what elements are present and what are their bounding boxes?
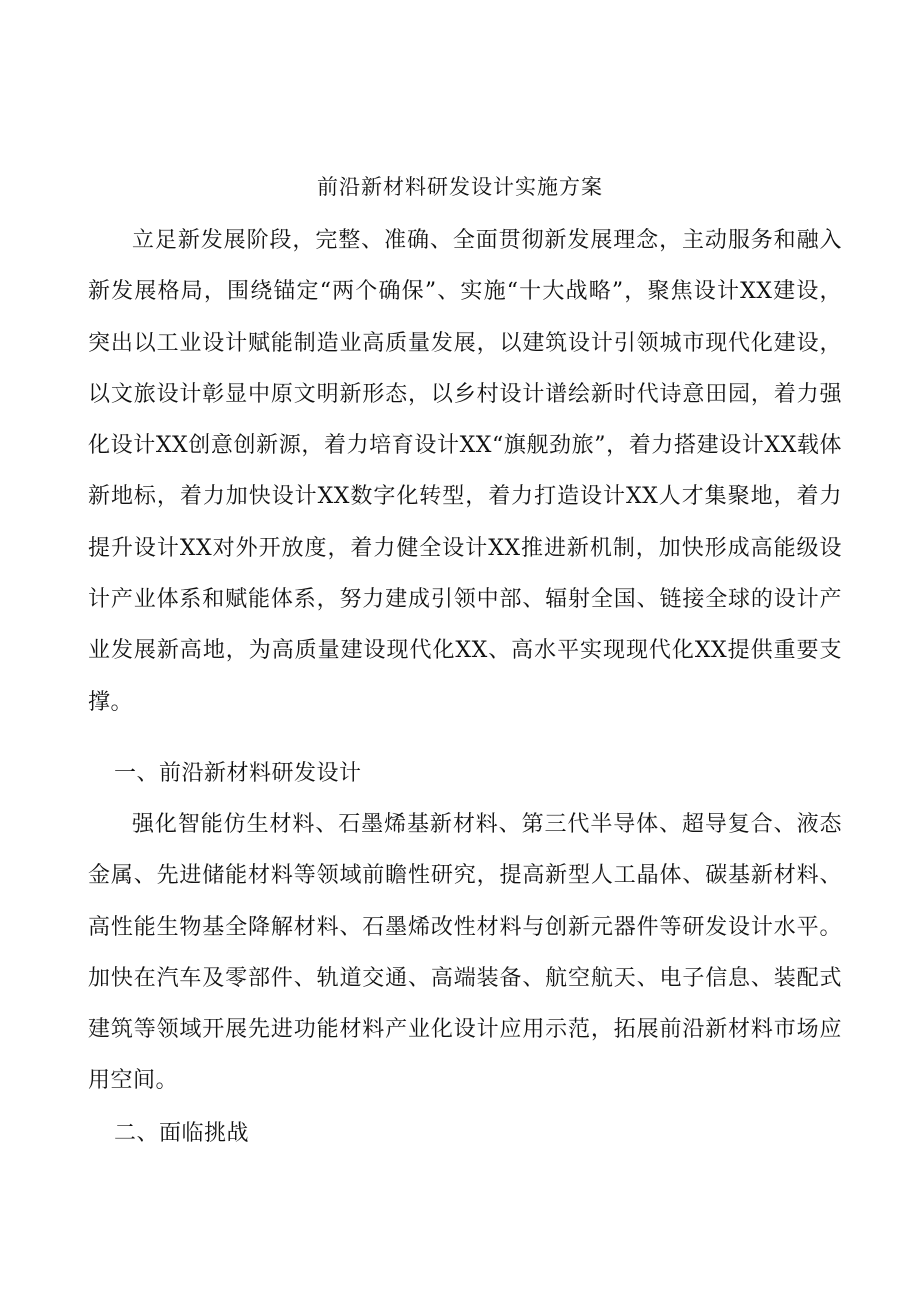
section-heading-2: 二、面临挑战	[114, 1121, 250, 1146]
document-title: 前沿新材料研发设计实施方案	[317, 175, 603, 199]
intro-paragraph: 立足新发展阶段，完整、准确、全面贯彻新发展理念，主动服务和融入新发展格局，围绕锚定“两个确保”、实施“十大战略”，聚焦设计XX建设，突出以工业设计赋能制造业高质量发展，以建筑设计引领城市现代化建设，以文旅设计彰显中原文明新形态，以乡村设计谱绘新时代诗意田园，着力强化设计XX创意创新源，着力培育设计XX“旗舰劲旅”，着力搭建设计XX载体新地标，着力加快设计XX数字化转型，着力打造设计XX人才集聚地，着力提升设计XX对外开放度，着力健全设计XX推进新机制，加快形成高能级设计产业体系和赋能体系，努力建成引领中部、辐射全国、链接全球的设计产业发展新高地，为高质量建设现代化XX、高水平实现现代化XX提供重要支撑。	[88, 228, 842, 715]
section-body-1: 强化智能仿生材料、石墨烯基新材料、第三代半导体、超导复合、液态金属、先进储能材料等领域前瞻性研究，提高新型人工晶体、碳基新材料、高性能生物基全降解材料、石墨烯改性材料与创新元器件等研发设计水平。加快在汽车及零部件、轨道交通、高端装备、航空航天、电子信息、装配式建筑等领域开展先进功能材料产业化设计应用示范，拓展前沿新材料市场应用空间。	[88, 812, 842, 1094]
section-heading-1: 一、前沿新材料研发设计	[114, 761, 362, 786]
